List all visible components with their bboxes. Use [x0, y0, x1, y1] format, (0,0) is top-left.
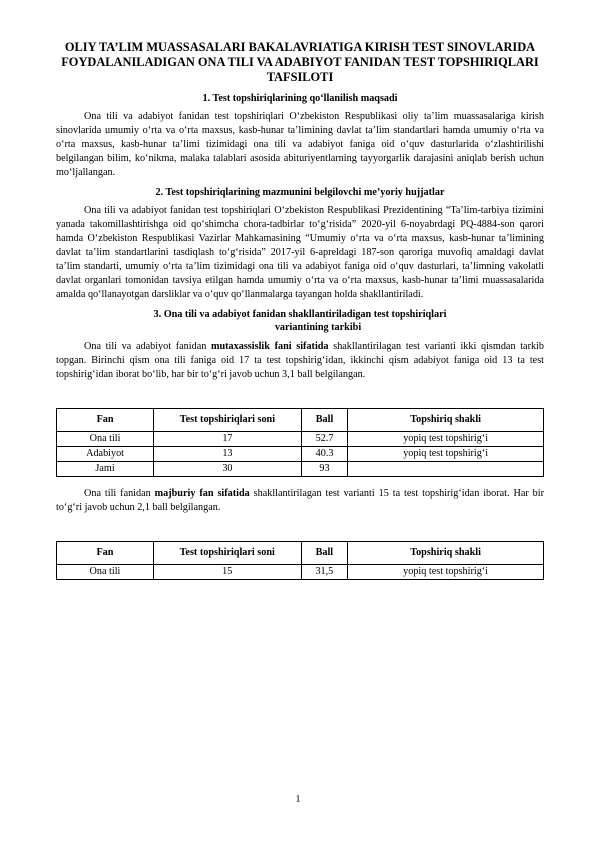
- header-task-type: Topshiriq shakli: [348, 408, 544, 431]
- header-task-count: Test topshiriqlari soni: [154, 408, 302, 431]
- header-subject: Fan: [57, 408, 154, 431]
- table-row: [57, 431, 544, 446]
- section-1-text: Ona tili va adabiyot fanidan test topshiriqlari O‘zbekiston Respublikasi oliy ta’lim muassasalariga kirish sinovlarida umumiy o‘rta va o‘rta maxsus, kasb-hunar ta’limining davlat ta’lim standartlari hamda umumiy o‘rta va o‘rta maxsus, kasb-hunar ta’limi tizimidagi ona tili va adabiyot faniga oid o‘quv dasturlarida o‘zlashtirilishi belgilangan bilim, ko‘nikma, malaka talablari asosida abituriyentlarning tayyorgarlik darajasini aniqlab berish uchun mo‘ljallangan.: [56, 110, 544, 178]
- mandatory-subject-table: [56, 541, 544, 580]
- header-score: Ball: [301, 541, 348, 564]
- section-2-text: Ona tili va adabiyot fanidan test topshiriqlari O‘zbekiston Respublikasi Prezidentining “Ta’lim-tarbiya tizimini yanada takomillashtirishga oid qo‘shimcha chora-tadbirlar to‘g‘risida” 2020-yil 6-noyabrdagi PQ-4884-son qarori hamda O‘zbekiston Respublikasi Vazirlar Mahkamasining “Umumiy o‘rta va o‘rta maxsus, kasb-hunar ta’limining davlat ta’lim standartlarini tasdiqlash to‘g‘risida” 2017-yil 6-apreldagi 187-son qaroriga muvofiq amaldagi davlat ta’lim standarti, umumiy o‘rta ta’lim tizimidagi ona tili va adabiyot faniga oid o‘quv dasturlari, ta’limning vakolatli davlat organlari tomonidan tavsiya etilgan hamda umumiy o‘rta va o‘rta maxsus, kasb-hunar ta’limi muassasalarida amalda qo‘llanayotgan darsliklar va o‘quv qo‘llanmalarga tayangan holda shakllantiriladi.: [56, 204, 544, 300]
- cell-task-type: yopiq test topshirig‘i: [348, 431, 544, 446]
- table-header-row: [57, 408, 544, 431]
- cell-subject: Ona tili: [57, 431, 154, 446]
- paragraph-1-lead: Ona tili va adabiyot fanidan: [84, 340, 212, 352]
- table-row: [57, 564, 544, 579]
- header-subject: Fan: [57, 541, 154, 564]
- specialty-subject-table: [56, 408, 544, 477]
- cell-task-type: yopiq test topshirig‘i: [348, 446, 544, 461]
- header-score: Ball: [301, 408, 348, 431]
- cell-task-count: 15: [153, 564, 301, 579]
- section-2-heading: 2. Test topshiriqlarining mazmunini belgilovchi me’yoriy hujjatlar: [155, 186, 445, 198]
- cell-task-count: 30: [154, 461, 302, 476]
- document-page: [56, 40, 544, 580]
- cell-subject: Jami: [57, 461, 154, 476]
- paragraph-1-emphasis: mutaxassislik fani sifatida: [211, 340, 329, 352]
- page-number: 1: [295, 794, 301, 805]
- cell-score: 93: [301, 461, 348, 476]
- section-3-heading: [56, 308, 544, 334]
- cell-score: 52.7: [301, 431, 348, 446]
- section-3-heading-line-2: variantining tarkibi: [274, 321, 362, 333]
- section-3-paragraph-1: [56, 340, 544, 382]
- header-task-type: Topshiriq shakli: [348, 541, 544, 564]
- section-3-heading-line-1: 3. Ona tili va adabiyot fanidan shakllantiriladigan test topshiriqlari: [153, 308, 447, 320]
- paragraph-2-rest: shakllantirilagan test varianti 15 ta test topshirig‘idan iborat. Har bir to‘g‘ri javob uchun 2,1 ball belgilangan.: [56, 487, 545, 513]
- cell-score: 31,5: [301, 564, 348, 579]
- table-header-row: [57, 541, 544, 564]
- cell-subject: Adabiyot: [57, 446, 154, 461]
- table-row: [57, 446, 544, 461]
- cell-score: 40.3: [301, 446, 348, 461]
- cell-task-type: [348, 461, 544, 476]
- header-task-count: Test topshiriqlari soni: [153, 541, 301, 564]
- cell-subject: Ona tili: [57, 564, 154, 579]
- table-row-total: [57, 461, 544, 476]
- section-3-paragraph-2: [56, 487, 544, 515]
- paragraph-2-lead: Ona tili fanidan: [84, 487, 155, 499]
- paragraph-2-emphasis: majburiy fan sifatida: [154, 487, 250, 499]
- document-title: OLIY TA’LIM MUASSASALARI BAKALAVRIATIGA KIRISH TEST SINOVLARIDA FOYDALANILADIGAN ONA TILI VA ADABIYOT FANIDAN TEST TOPSHIRIQLARI TAFSILOTI: [61, 40, 539, 85]
- paragraph-1-rest: shakllantirilagan test varianti ikki qismdan tarkib topgan. Birinchi qism ona tili faniga oid 17 ta test topshirig‘idan, ikkinchi qism adabiyot faniga oid 13 ta test topshirig‘idan iborat bo‘lib, har bir to‘g‘ri javob uchun 3,1 ball belgilangan.: [56, 340, 544, 380]
- cell-task-count: 17: [154, 431, 302, 446]
- cell-task-count: 13: [154, 446, 302, 461]
- cell-task-type: yopiq test topshirig‘i: [348, 564, 544, 579]
- section-1-heading: 1. Test topshiriqlarining qo‘llanilish maqsadi: [202, 92, 398, 104]
